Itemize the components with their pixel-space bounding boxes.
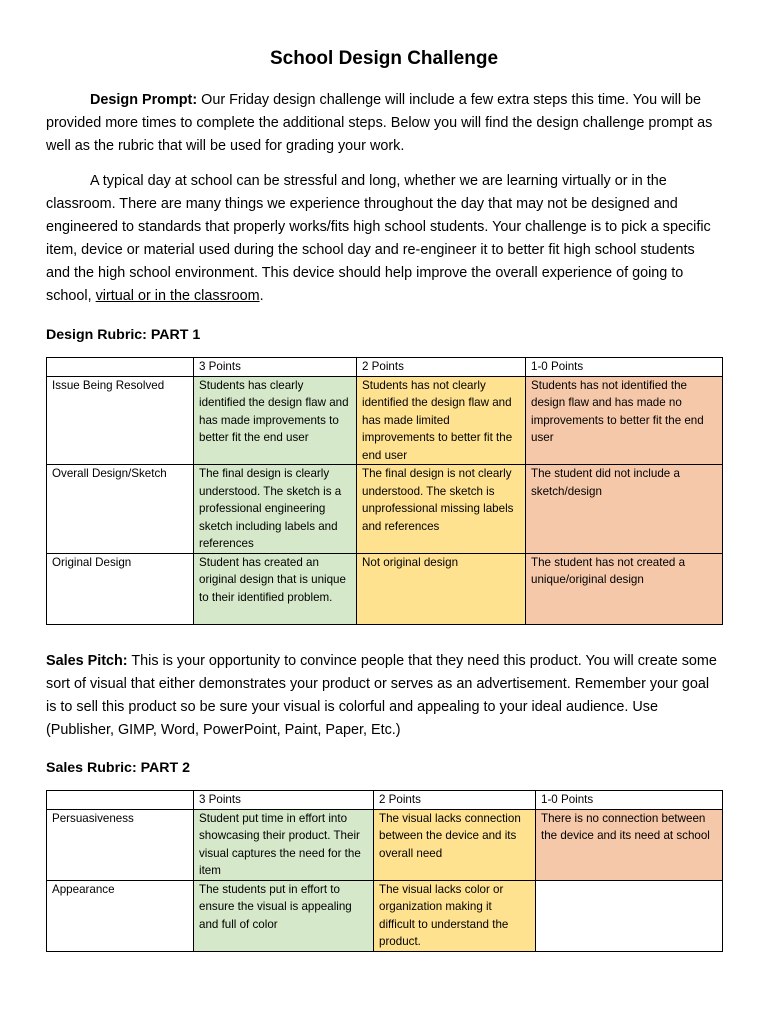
table-row — [47, 465, 723, 554]
intro-end: . — [259, 288, 264, 304]
intro-paragraph — [46, 170, 722, 308]
three-points-cell: The final design is clearly understood. The sketch is a professional engineering sketch including labels and references — [194, 465, 357, 554]
two-points-cell: The final design is not clearly understood. The sketch is unprofessional missing labels and references — [357, 465, 526, 554]
sales-pitch-label: Sales Pitch: — [46, 653, 128, 669]
three-points-cell: The students put in effort to ensure the visual is appealing and full of color — [194, 880, 374, 951]
design-rubric-table — [46, 357, 723, 625]
two-points-cell: The visual lacks connection between the device and its overall need — [374, 809, 536, 880]
header-cell-1-0-points: 1-0 Points — [526, 358, 723, 377]
one-zero-points-cell: The student has not created a unique/original design — [526, 553, 723, 624]
header-cell-1-0-points: 1-0 Points — [536, 791, 723, 810]
one-zero-points-cell: There is no connection between the device and its need at school — [536, 809, 723, 880]
one-zero-points-cell — [536, 880, 723, 951]
header-cell-empty — [47, 791, 194, 810]
page-title: School Design Challenge — [269, 48, 499, 69]
criterion-cell: Issue Being Resolved — [47, 376, 194, 465]
two-points-cell: Students has not clearly identified the design flaw and has made limited improvements to better fit the end user — [357, 376, 526, 465]
criterion-cell: Overall Design/Sketch — [47, 465, 194, 554]
two-points-cell: Not original design — [357, 553, 526, 624]
criterion-cell: Original Design — [47, 553, 194, 624]
intro-underlined-text: virtual or in the classroom — [95, 288, 260, 304]
three-points-cell: Student has created an original design that is unique to their identified problem. — [194, 553, 357, 624]
design-prompt-paragraph — [46, 89, 722, 158]
criterion-cell: Appearance — [47, 880, 194, 951]
one-zero-points-cell: Students has not identified the design flaw and has made no improvements to better fit the end user — [526, 376, 723, 465]
table-row — [47, 553, 723, 624]
two-points-cell: The visual lacks color or organization making it difficult to understand the product. — [374, 880, 536, 951]
sales-pitch-text: This is your opportunity to convince people that they need this product. You will create some sort of visual that either demonstrates your product or serves as an advertisement. Remember your goal is to sell this product so be sure your visual is colorful and appealing to your ideal audience. Use (Publisher, GIMP, Word, PowerPoint, Paint, Paper, Etc.) — [46, 653, 717, 738]
design-rubric-heading: Design Rubric: PART 1 — [46, 327, 201, 343]
one-zero-points-cell: The student did not include a sketch/design — [526, 465, 723, 554]
header-cell-3-points: 3 Points — [194, 791, 374, 810]
sales-rubric-table — [46, 790, 723, 952]
header-cell-empty — [47, 358, 194, 377]
header-cell-2-points: 2 Points — [357, 358, 526, 377]
sales-rubric-heading: Sales Rubric: PART 2 — [46, 760, 191, 776]
three-points-cell: Student put time in effort into showcasing their product. Their visual captures the need for the item — [194, 809, 374, 880]
design-prompt-label: Design Prompt: — [90, 92, 198, 108]
design-prompt-text: Our Friday design challenge will include a few extra steps this time. You will be provided more times to complete the additional steps. Below you will find the design challenge prompt as well as the rubric that will be used for grading your work. — [46, 92, 713, 154]
three-points-cell: Students has clearly identified the design flaw and has made improvements to better fit the end user — [194, 376, 357, 465]
table-row — [47, 376, 723, 465]
table-header-row — [47, 358, 723, 377]
intro-text: A typical day at school can be stressful and long, whether we are learning virtually or in the classroom. There are many things we experience throughout the day that may not be designed and engineered to standards that properly works/fits high school students. Your challenge is to pick a specific item, device or material used during the school day and re-engineer it to better fit high school students and the high school environment. This device should help improve the overall experience of going to school, — [46, 173, 711, 304]
table-header-row — [47, 791, 723, 810]
table-row — [47, 880, 723, 951]
header-cell-2-points: 2 Points — [374, 791, 536, 810]
header-cell-3-points: 3 Points — [194, 358, 357, 377]
criterion-cell: Persuasiveness — [47, 809, 194, 880]
table-row — [47, 809, 723, 880]
sales-pitch-paragraph — [46, 650, 722, 742]
